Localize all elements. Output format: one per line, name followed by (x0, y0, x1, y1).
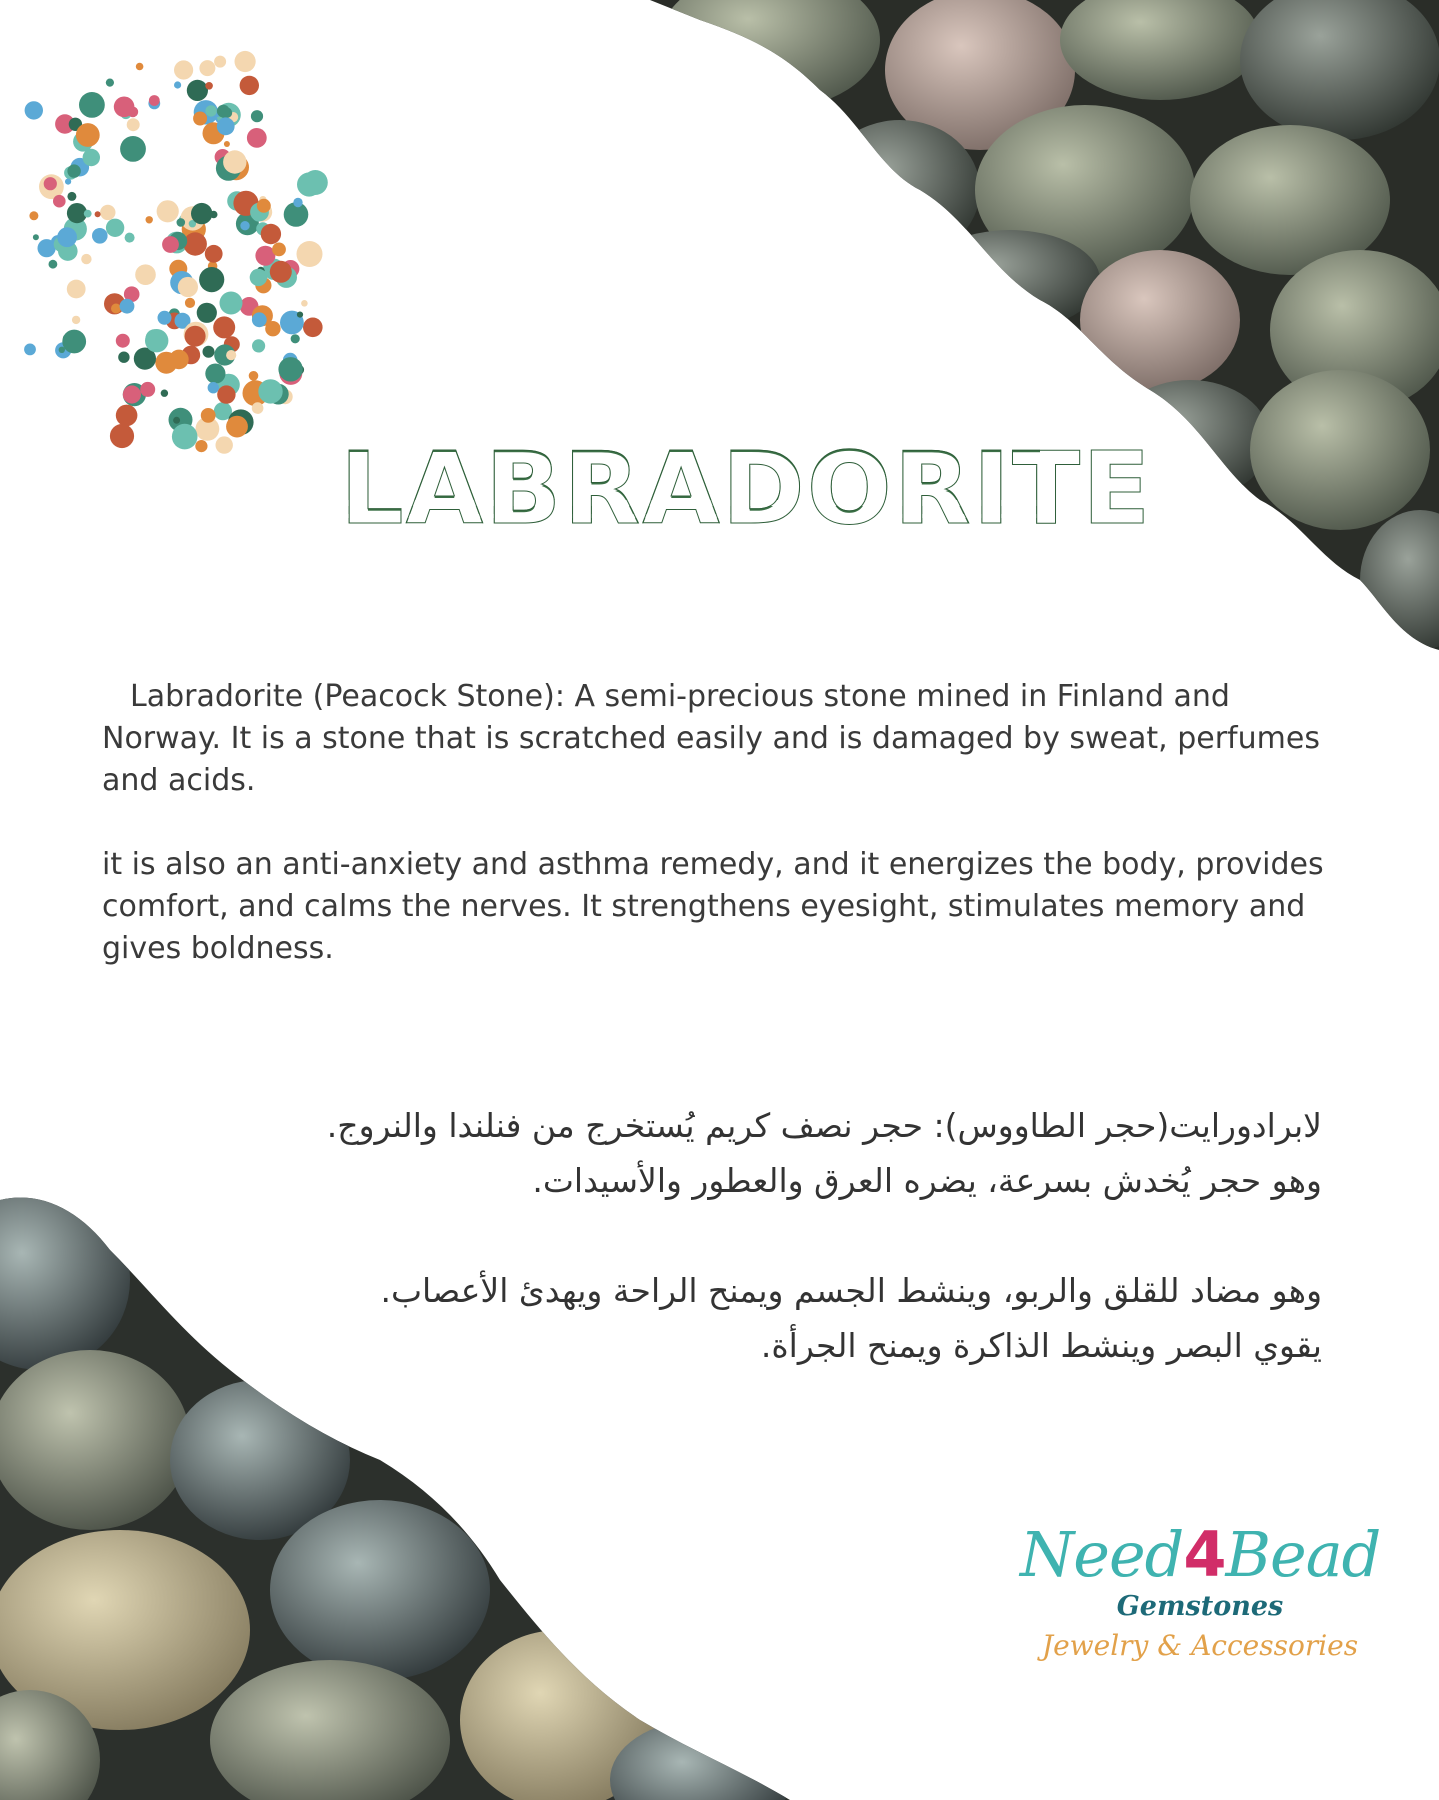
logo-dot (297, 241, 323, 267)
logo-dot (272, 243, 286, 257)
logo-dot (83, 149, 100, 166)
logo-dot (65, 179, 71, 185)
logo-dot (240, 221, 249, 230)
logo-dot (199, 60, 215, 76)
logo-dot (291, 334, 300, 343)
brand-logo (1020, 1520, 1380, 1720)
logo-dot (191, 203, 212, 224)
logo-dot (220, 292, 243, 315)
logo-dot (257, 199, 271, 213)
logo-dot (127, 118, 140, 131)
logo-dot (224, 141, 230, 147)
logo-dot (57, 227, 77, 247)
logo-dot (265, 321, 280, 336)
logo-dot (249, 371, 259, 381)
brand-subtitle: Gemstones (1116, 1591, 1284, 1622)
logo-dot (205, 364, 225, 384)
logo-dot (250, 269, 267, 286)
logo-dot (226, 416, 248, 438)
logo-dot (174, 60, 193, 79)
logo-dot (205, 245, 223, 263)
logo-dot (278, 357, 302, 381)
logo-dot (114, 97, 135, 118)
logo-dot (67, 164, 80, 177)
logo-dot (197, 303, 217, 323)
logo-dot (252, 402, 264, 414)
arabic-line-2: وهو حجر يُخدش بسرعة، يضره العرق والعطور والأسيدات. (532, 1161, 1322, 1200)
logo-dot (217, 105, 230, 118)
brand-name-digit: 4 (1183, 1518, 1226, 1591)
logo-dot (111, 304, 121, 314)
logo-dot (53, 195, 66, 208)
logo-dot (247, 128, 267, 148)
arabic-line-3: وهو مضاد للقلق والربو، وينشط الجسم ويمنح الراحة ويهدئ الأعصاب. (380, 1271, 1322, 1310)
logo-dot (178, 277, 198, 297)
logo-dot (25, 101, 43, 119)
english-paragraph-2: it is also an anti-anxiety and asthma remedy, and it energizes the body, provides comfort, and calms the nerves. It strengthens eyesight, stimulates memory and gives boldness. (102, 847, 1324, 966)
logo-dot (223, 150, 246, 173)
logo-dot (261, 224, 281, 244)
logo-dot (125, 233, 135, 243)
logo-dot (106, 219, 124, 237)
logo-dot (185, 326, 206, 347)
logo-dot (149, 95, 160, 106)
logo-dot (216, 436, 233, 453)
logo-dot (174, 81, 181, 88)
logo-dot (301, 300, 308, 307)
logo-dot (185, 298, 195, 308)
logo-dot (116, 334, 130, 348)
arabic-line-1: لابرادورايت(حجر الطاووس): حجر نصف كريم يُستخرج من فنلندا والنروج. (326, 1106, 1322, 1145)
logo-dot (203, 346, 215, 358)
logo-dot (100, 205, 115, 220)
logo-dot (123, 385, 141, 403)
logo-dot (95, 211, 101, 217)
logo-dot (217, 385, 235, 403)
logo-dot (24, 344, 36, 356)
logo-dot (145, 329, 168, 352)
logo-dot (177, 218, 186, 227)
logo-dot (252, 339, 265, 352)
english-description (102, 676, 1342, 970)
brand-tagline: Jewelry & Accessories (1041, 1629, 1359, 1662)
logo-dot (205, 105, 216, 116)
brand-name-part2: Bead (1225, 1518, 1381, 1591)
logo-dot (44, 177, 57, 190)
logo-dot (240, 76, 259, 95)
logo-dot (195, 440, 207, 452)
page-title: LABRADORITE (340, 430, 1153, 547)
logo-dot (49, 260, 58, 269)
logo-dot (161, 390, 168, 397)
logo-dot (252, 312, 267, 327)
logo-dot (184, 232, 207, 255)
logo-dot (92, 228, 108, 244)
logo-dot (120, 299, 135, 314)
logo-dot (293, 198, 302, 207)
logo-dot (76, 123, 100, 147)
logo-dot (303, 170, 328, 195)
logo-dot (67, 280, 86, 299)
logo-dot (187, 80, 208, 101)
logo-dot (158, 311, 172, 325)
logo-dot (157, 200, 179, 222)
logo-dot (116, 405, 138, 427)
logo-dot (72, 316, 80, 324)
brand-name-part1: Need (1020, 1518, 1184, 1591)
logo-dot (213, 316, 235, 338)
logo-dot (29, 211, 38, 220)
logo-dot (146, 216, 153, 223)
logo-dot (297, 312, 303, 318)
logo-dot (62, 330, 86, 354)
logo-dot (84, 210, 92, 218)
logo-dot (193, 112, 207, 126)
logo-dot (59, 347, 65, 353)
monogram-logo (20, 40, 330, 460)
logo-dot (81, 254, 91, 264)
logo-dot (118, 352, 129, 363)
logo-dot (120, 136, 146, 162)
logo-dot (226, 350, 236, 360)
logo-dot (106, 79, 114, 87)
logo-dot (201, 408, 216, 423)
logo-dot (110, 424, 134, 448)
logo-dot (303, 318, 323, 338)
logo-dot (162, 236, 179, 253)
logo-dot (140, 382, 155, 397)
logo-dot (79, 92, 105, 118)
logo-dot (214, 56, 226, 68)
logo-dot (251, 110, 263, 122)
arabic-description (180, 1098, 1322, 1373)
logo-dot (270, 261, 292, 283)
logo-dot (169, 350, 189, 370)
arabic-line-4: يقوي البصر وينشط الذاكرة ويمنح الجرأة. (760, 1326, 1322, 1365)
english-paragraph-1: Labradorite (Peacock Stone): A semi-precious stone mined in Finland and Norway. It is a stone that is scratched easily and is damaged by sweat, perfumes and acids. (102, 679, 1320, 798)
logo-dot (235, 51, 256, 72)
brand-name (1020, 1520, 1380, 1590)
logo-dot (205, 82, 213, 90)
logo-dot (172, 424, 198, 450)
logo-dot (258, 379, 282, 403)
logo-dot (33, 234, 39, 240)
logo-dot (67, 192, 76, 201)
logo-dot (135, 264, 156, 285)
logo-dot (38, 239, 56, 257)
logo-dot (173, 417, 180, 424)
logo-dot (217, 117, 235, 135)
logo-dot (208, 382, 219, 393)
logo-dot (199, 267, 224, 292)
logo-dot (136, 63, 144, 71)
